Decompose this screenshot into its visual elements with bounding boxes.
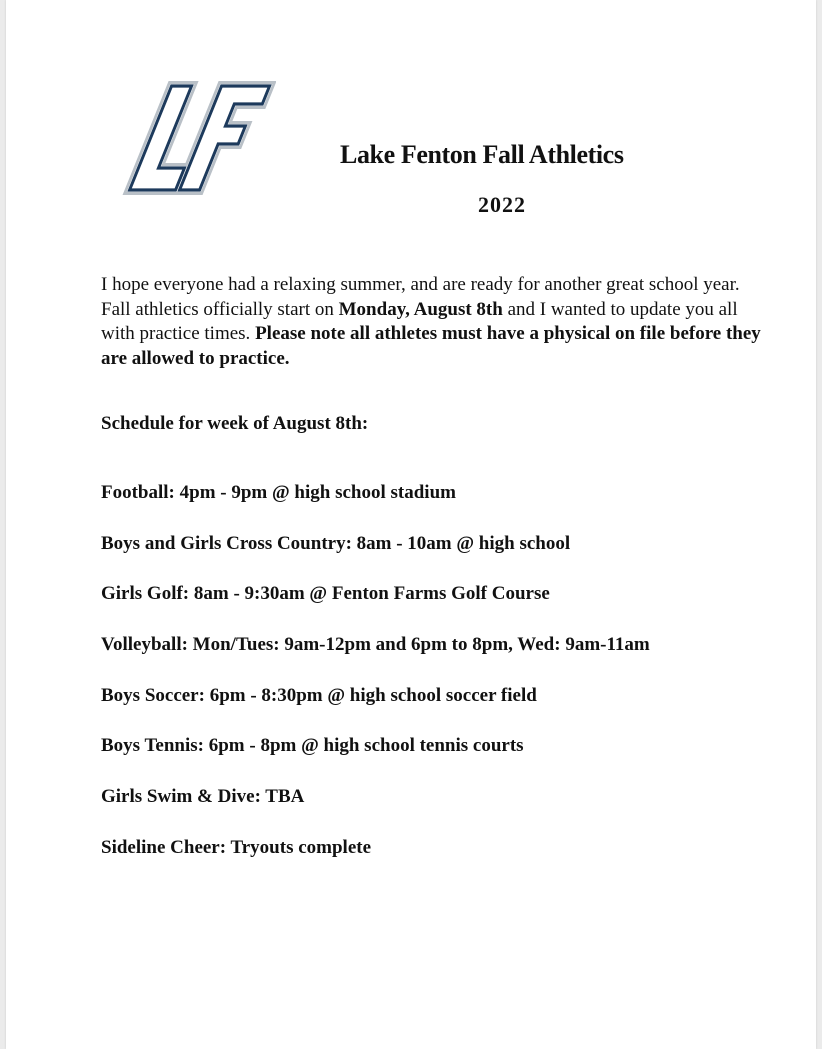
lf-logo	[114, 80, 276, 198]
schedule-item-girls-golf: Girls Golf: 8am - 9:30am @ Fenton Farms Golf Course	[101, 583, 550, 605]
schedule-item-football: Football: 4pm - 9pm @ high school stadium	[101, 482, 456, 503]
schedule-item-sideline-cheer: Sideline Cheer: Tryouts complete	[101, 836, 372, 858]
schedule-item-girls-swim-dive: Girls Swim & Dive: TBA	[101, 786, 305, 808]
start-date: Monday, August 8th	[338, 298, 503, 320]
schedule-item-cross-country: Boys and Girls Cross Country: 8am - 10am @ high school	[101, 532, 571, 554]
schedule-item-boys-tennis: Boys Tennis: 6pm - 8pm @ high school tennis courts	[101, 735, 524, 757]
page-year: 2022	[478, 192, 526, 217]
intro-text-1: I hope everyone had a relaxing summer, and are ready for another great school year. Fall athletics officially start on	[101, 274, 740, 320]
schedule-list	[101, 482, 801, 888]
page-title: Lake Fenton Fall Athletics	[340, 140, 624, 169]
schedule-item-volleyball: Volleyball: Mon/Tues: 9am-12pm and 6pm to 8pm, Wed: 9am-11am	[101, 634, 650, 656]
physical-note: Please note all athletes must have a physical on file before they are allowed to practice.	[101, 323, 761, 369]
schedule-heading: Schedule for week of August 8th:	[101, 413, 369, 434]
intro-text-2: and I wanted to update you all with practice times.	[101, 298, 738, 344]
document-page	[6, 0, 816, 1049]
schedule-item-boys-soccer: Boys Soccer: 6pm - 8:30pm @ high school soccer field	[101, 684, 537, 706]
intro-paragraph	[101, 273, 761, 371]
